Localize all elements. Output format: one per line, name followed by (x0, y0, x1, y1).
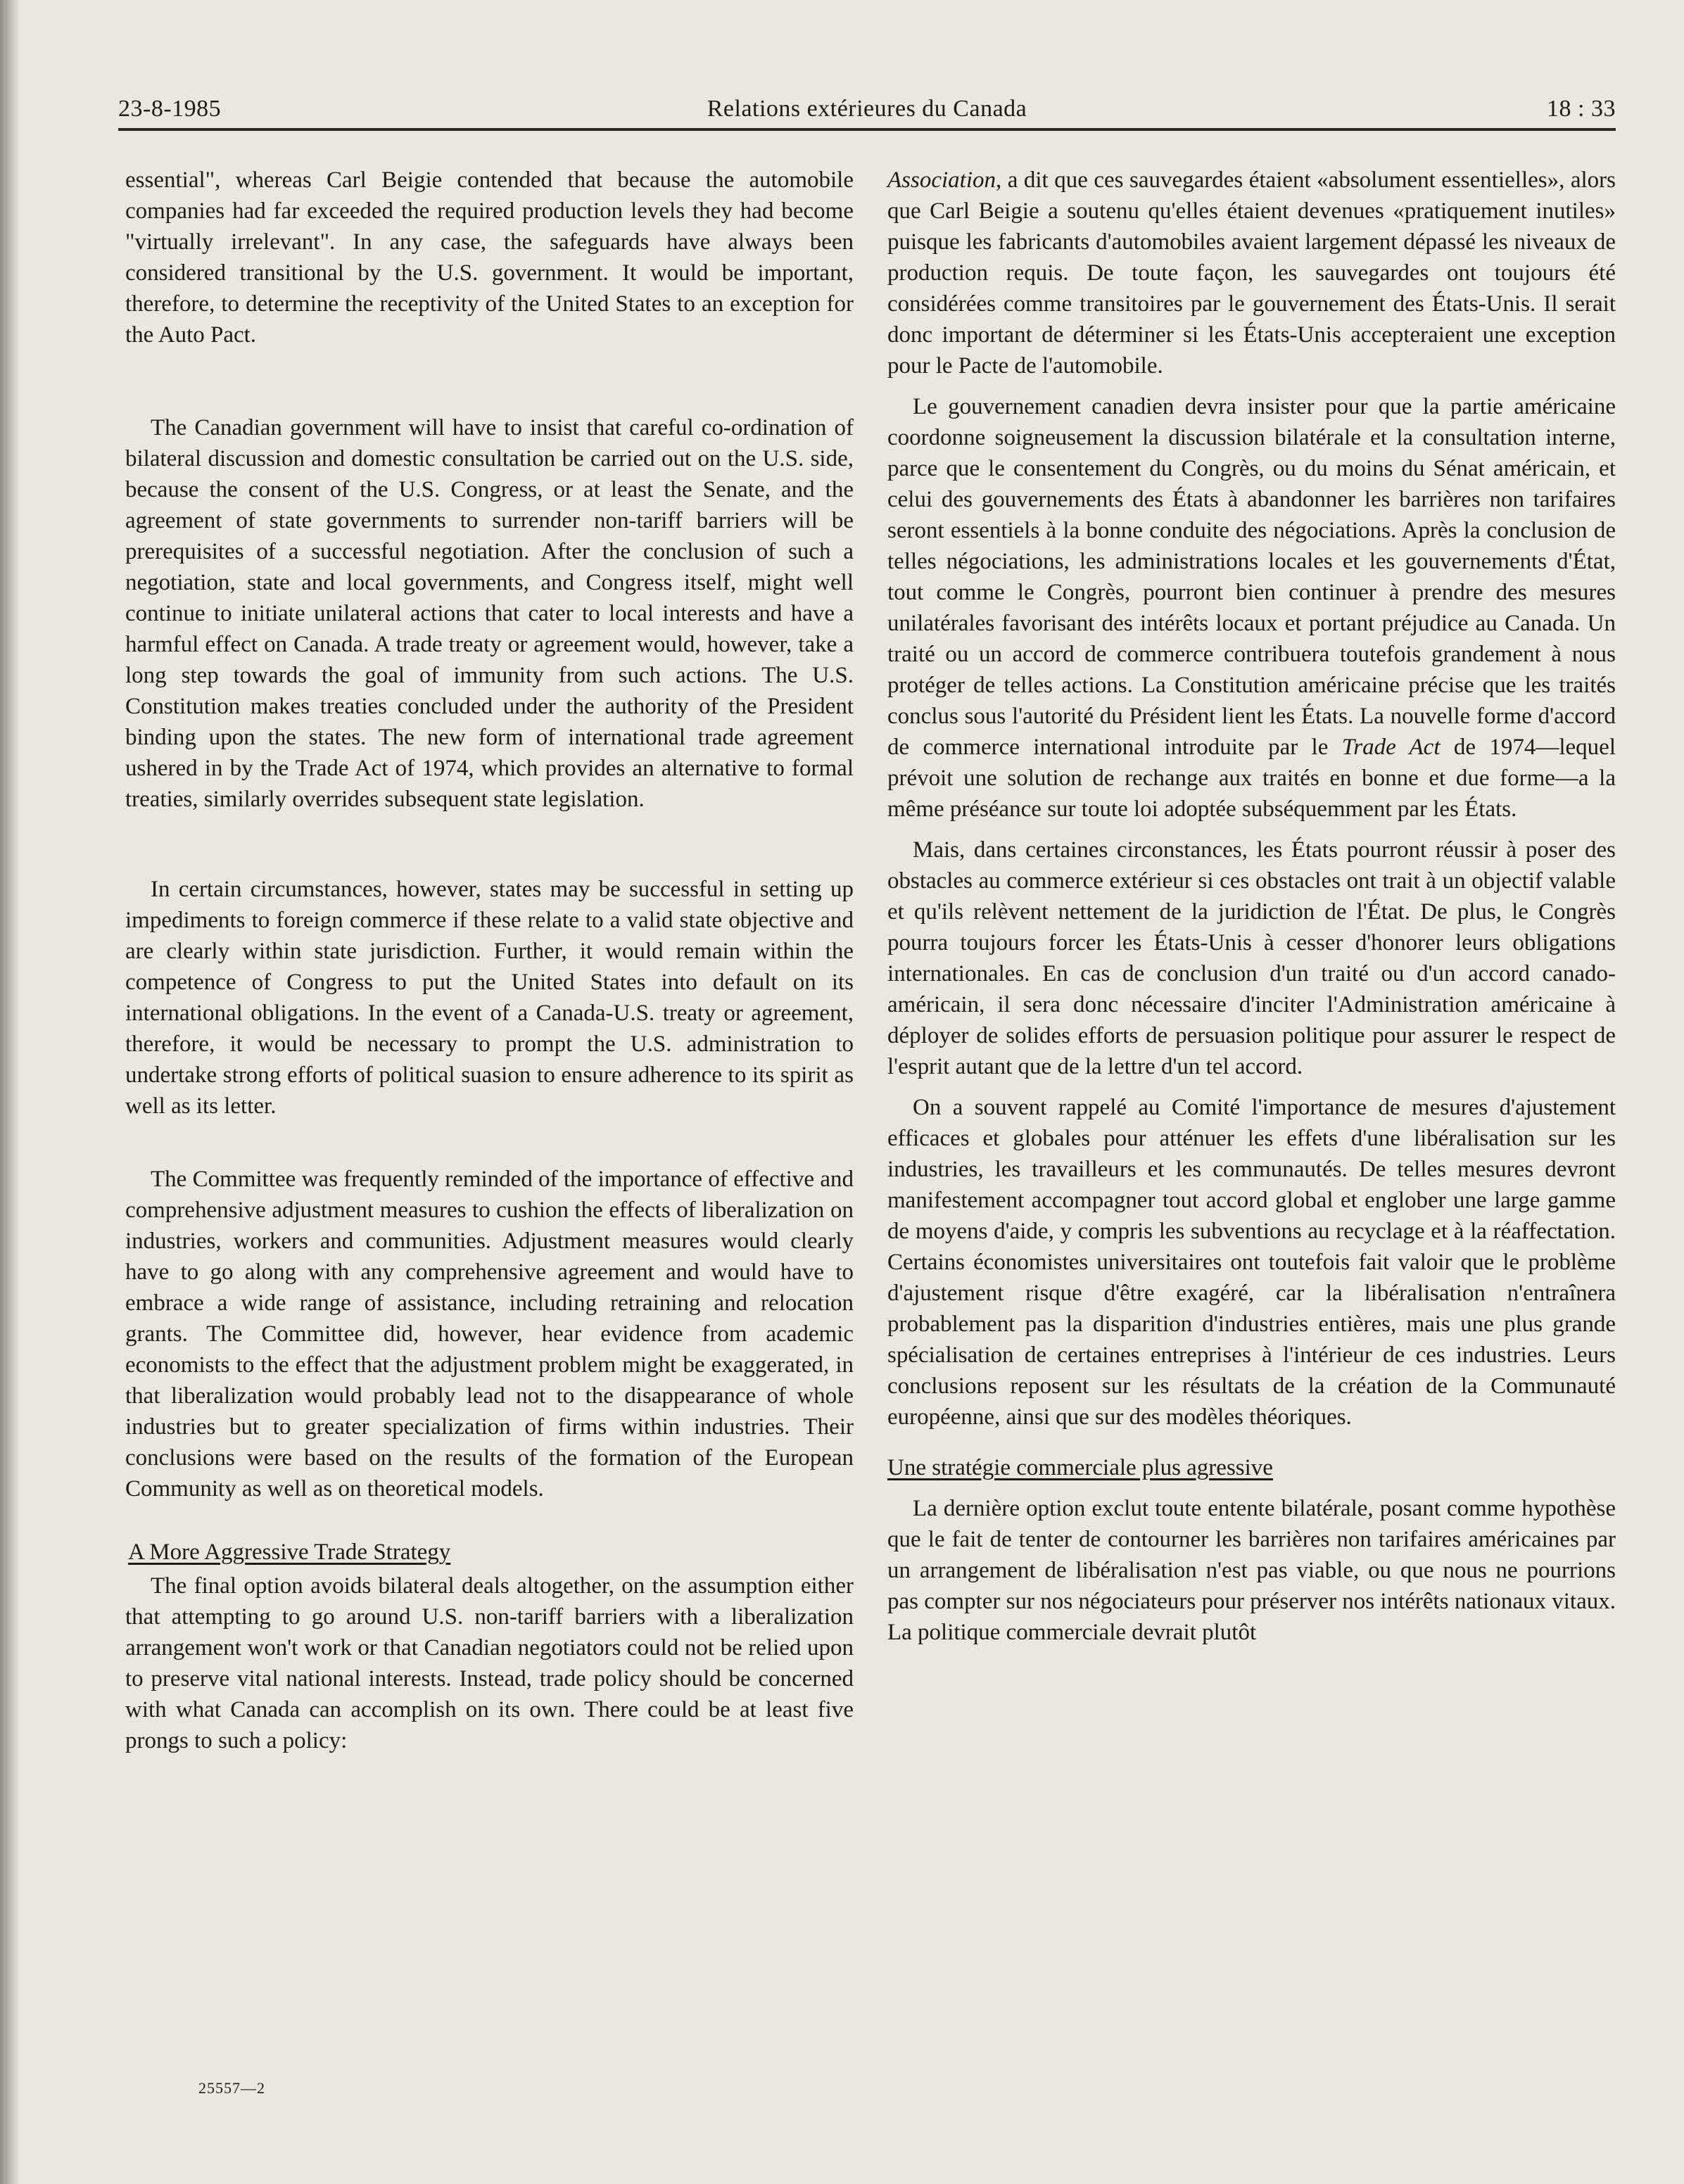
en-paragraph-3: In certain circumstances, however, states may be successful in setting up impediments to foreign commerce if these relate to a valid state objective and are clearly within state jurisdiction. Further, it would remain within the competence of Congress to put the United States into default on its international obligations. In the event of a Canada-U.S. treaty or agreement, therefore, it would be necessary to prompt the U.S. administration to undertake strong efforts of political suasion to ensure adherence to its spirit as well as its letter. (125, 877, 854, 1119)
en-paragraph-2: The Canadian government will have to insist that careful co-ordination of bilateral discussion and domestic consultation be carried out on the U.S. side, because the consent of the U.S. Congress, or at least the Senate, and the agreement of state governments to surrender non-tariff barriers will be prerequisites of a successful negotiation. After the conclusion of such a negotiation, state and local governments, and Congress itself, might well continue to initiate unilateral actions that cater to local interests and have a harmful effect on Canada. A trade treaty or agreement would, however, take a long step towards the goal of immunity from such actions. The U.S. Constitution makes treaties concluded under the authority of the President binding upon the states. The new form of international trade agreement ushered in by the Trade Act of 1974, which provides an alternative to formal treaties, similarly overrides subsequent state legislation. (125, 415, 854, 812)
fr-section-heading: Une stratégie commerciale plus agressive (887, 1455, 1273, 1480)
header-page-number: 18 : 33 (1547, 96, 1616, 122)
fr-italic-association: Association (887, 167, 996, 193)
english-column (125, 165, 854, 1756)
fr-paragraph-1-text: , a dit que ces sauvegardes étaient «absolument essentielles», alors que Carl Beigie a soutenu qu'elles étaient devenues «pratiquement inutiles» puisque les fabricants d'automobiles avaient largement dépassé les niveaux de production requis. De toute façon, les sauvegardes ont toujours été considérées comme transitoires par le gouvernement des États-Unis. Il serait donc important de déterminer si les États-Unis accepteraient une exception pour le Pacte de l'automobile. (887, 167, 1616, 379)
fr-paragraph-2-text-b: de 1974—lequel prévoit une solution de rechange aux traités en bonne et due forme—a la même préséance sur toute loi adoptée subséquemment par les États. (887, 735, 1616, 822)
fr-paragraph-2-text-a: Le gouvernement canadien devra insister pour que la partie américaine coordonne soigneusement la discussion bilatérale et la consultation interne, parce que le consentement du Congrès, ou du moins du Sénat américain, et celui des gouvernements des États à abandonner les barrières non tarifaires seront essentiels à la bonne conduite des négociations. Après la conclusion de telles négociations, les administrations locales et les gouvernements d'État, tout comme le Congrès, pourront bien continuer à prendre des mesures unilatérales favorisant des intérêts locaux et portant préjudice au Canada. Un traité ou un accord de commerce contribuera toutefois grandement à nous protéger de telles actions. La Constitution américaine précise que les traités conclus sous l'autorité du Président lient les États. La nouvelle forme d'accord de commerce international introduite par le (887, 394, 1616, 760)
fr-paragraph-2 (887, 391, 1616, 825)
fr-paragraph-5: La dernière option exclut toute entente bilatérale, posant comme hypothèse que le fait de tenter de contourner les barrières non tarifaires américaines par un arrangement de libéralisation n'est pas viable, ou que nous ne pourrions pas compter sur nos négociateurs pour préserver nos intérêts nationaux vitaux. La politique commerciale devrait plutôt (887, 1496, 1616, 1645)
en-paragraph-1: essential", whereas Carl Beigie contended that because the automobile companies had far exceeded the required production levels they had become "virtually irrelevant". In any case, the safeguards have always been considered transitional by the U.S. government. It would be important, therefore, to determine the receptivity of the United States to an exception for the Auto Pact. (125, 167, 854, 348)
french-column (887, 165, 1616, 1648)
en-paragraph-5: The final option avoids bilateral deals altogether, on the assumption either that attempting to go around U.S. non-tariff barriers with a liberalization arrangement won't work or that Canadian negotiators could not be relied upon to preserve vital national interests. Instead, trade policy should be concerned with what Canada can accomplish on its own. There could be at least five prongs to such a policy: (125, 1573, 854, 1753)
fr-paragraph-3: Mais, dans certaines circonstances, les États pourront réussir à poser des obstacles au commerce extérieur si ces obstacles ont trait à un objectif valable et qu'ils relèvent nettement de la juridiction de l'État. De plus, le Congrès pourra toujours forcer les États-Unis à cesser d'honorer leurs obligations internationales. En cas de conclusion d'un traité ou d'un accord canado-américain, il sera donc nécessaire d'inciter l'Administration américaine à déployer de solides efforts de persuasion politique pour assurer le respect de l'esprit autant que de la lettre d'un tel accord. (887, 837, 1616, 1079)
fr-italic-trade-act: Trade Act (1341, 735, 1441, 760)
en-section-heading: A More Aggressive Trade Strategy (128, 1539, 451, 1565)
fr-paragraph-4: On a souvent rappelé au Comité l'importance de mesures d'ajustement efficaces et globales pour atténuer les effets d'une libéralisation sur les industries, les travailleurs et les communautés. De telles mesures devront manifestement accompagner tout accord global et englober une large gamme de moyens d'aide, y compris les subventions au recyclage et à la réaffectation. Certains économistes universitaires ont toutefois fait valoir que le problème d'ajustement risque d'être exagéré, car la libéralisation n'entraînera probablement pas la disparition d'industries entières, mais une plus grande spécialisation de certaines entreprises à l'intérieur de ces industries. Leurs conclusions reposent sur les résultats de la création de la Communauté européenne, ainsi que sur des modèles théoriques. (887, 1095, 1616, 1430)
fr-paragraph-1 (887, 165, 1616, 381)
running-header (118, 89, 1616, 131)
header-title: Relations extérieures du Canada (707, 96, 1027, 122)
header-date: 23-8-1985 (118, 96, 222, 122)
en-paragraph-4: The Committee was frequently reminded of the importance of effective and comprehensive adjustment measures to cushion the effects of liberalization on industries, workers and communities. Adjustment measures would clearly have to go along with any comprehensive agreement and would have to embrace a wide range of assistance, including retraining and relocation grants. The Committee did, however, hear evidence from academic economists to the effect that the adjustment problem might be exaggerated, in that liberalization would probably lead not to the disappearance of whole industries but to greater specialization of firms within industries. Their conclusions were based on the results of the formation of the European Community as well as on theoretical models. (125, 1167, 854, 1502)
footer-code: 25557—2 (198, 2079, 265, 2097)
